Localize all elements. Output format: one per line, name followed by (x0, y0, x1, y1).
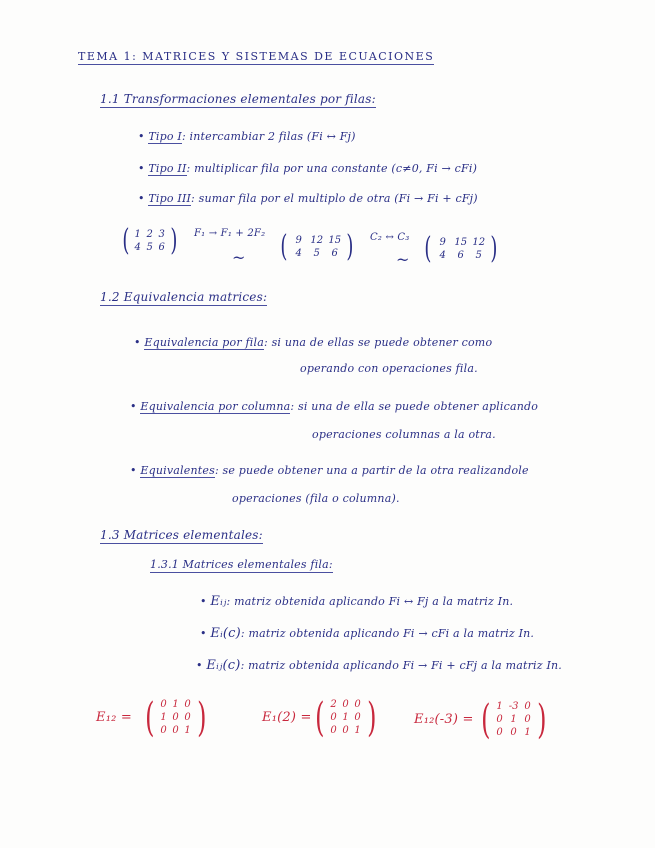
subsection-1-3-1-heading: 1.3.1 Matrices elementales fila: (150, 558, 333, 571)
matrix-cell: 1 (524, 727, 531, 738)
eij-text: : matriz obtenida aplicando Fi ↔ Fj a la matriz In. (226, 595, 514, 608)
left-paren: ( (280, 229, 288, 264)
equivalentes-label: Equivalentes (140, 464, 215, 477)
matrix-cell: 0 (172, 712, 179, 723)
matrix-cell: 0 (330, 712, 337, 723)
matrix-cell: 4 (439, 250, 446, 261)
example-e1-2-matrix (312, 694, 379, 741)
matrix-cell: 1 (172, 699, 179, 710)
matrix-cell: 0 (184, 699, 191, 710)
equiv-columna-text-line2: operaciones columnas a la otra. (312, 428, 496, 441)
matrix-cell: 5 (313, 248, 320, 259)
example-matrix-2 (278, 229, 355, 264)
left-paren: ( (122, 223, 130, 258)
column-operation: C₂ ↔ C₃ (370, 232, 410, 243)
equiv-columna-label: Equivalencia por columna (140, 400, 291, 413)
matrix-cell: 9 (439, 237, 446, 248)
tipo-3-text: : sumar fila por el multiplo de otra (Fi → Fi + cFj) (191, 192, 478, 205)
matrix-cell: 0 (160, 699, 167, 710)
left-paren: ( (481, 696, 491, 743)
matrix-cell: 4 (295, 248, 302, 259)
right-paren: ) (490, 231, 498, 266)
matrix-cell: 12 (310, 235, 324, 246)
matrix-cell: 0 (354, 699, 361, 710)
tilde-1: ~ (232, 248, 246, 267)
matrix-cell: 4 (134, 242, 141, 253)
left-paren: ( (315, 694, 325, 741)
matrix-cell: 1 (496, 701, 503, 712)
equiv-fila-item (134, 336, 492, 349)
equivalentes-text-line1: : se puede obtener una a partir de la otra realizandole (214, 464, 529, 477)
matrix-cell: 6 (457, 250, 464, 261)
section-1-2-heading: 1.2 Equivalencia matrices: (100, 290, 268, 304)
right-paren: ) (366, 694, 377, 741)
tipo-2-text: : multiplicar fila por una constante (c≠0, Fi → cFi) (186, 162, 478, 175)
matrix-cell: 0 (172, 725, 179, 736)
example-matrix-1 (120, 223, 179, 258)
matrix-cell: 6 (158, 242, 165, 253)
eij-c-text: : matriz obtenida aplicando Fi → Fi + cFj a la matriz In. (240, 659, 562, 672)
row-operation-1: F₁ → F₁ + 2F₂ (194, 228, 266, 239)
ei-c-symbol: Eᵢ(c) (210, 626, 241, 641)
page-title: TEMA 1: MATRICES Y SISTEMAS DE ECUACIONES (78, 50, 435, 63)
matrix-cell: 2 (146, 229, 153, 240)
matrix-cell: 1 (184, 725, 191, 736)
matrix-cell: 6 (331, 248, 338, 259)
equivalentes-text-line2: operaciones (fila o columna). (232, 492, 400, 505)
matrix-cell: 1 (160, 712, 167, 723)
matrix-cell: 15 (328, 235, 342, 246)
tipo-1-label: Tipo I (148, 130, 182, 143)
matrix-cell: 0 (342, 699, 349, 710)
section-1-1-heading: 1.1 Transformaciones elementales por filas: (100, 92, 376, 106)
tipo-2-label: Tipo II (148, 162, 187, 175)
tipo-1-item (138, 130, 356, 143)
ei-c-text: : matriz obtenida aplicando Fi → cFi a la matriz In. (240, 627, 535, 640)
matrix-cell: 0 (184, 712, 191, 723)
matrix-cell: 0 (496, 714, 503, 725)
example-e1-2-lhs: E₁(2) = (262, 710, 312, 725)
right-paren: ) (346, 229, 354, 264)
ei-c-item (200, 626, 534, 641)
matrix-cell: 0 (330, 725, 337, 736)
tipo-1-text: : intercambiar 2 filas (Fi ↔ Fj) (181, 130, 356, 143)
example-e12-neg3-matrix (478, 696, 549, 743)
matrix-cell: 1 (134, 229, 141, 240)
matrix-cell: 1 (354, 725, 361, 736)
matrix-cell: 0 (496, 727, 503, 738)
example-e12-neg3-lhs: E₁₂(-3) = (414, 712, 474, 727)
matrix-cell: 1 (510, 714, 517, 725)
right-paren: ) (196, 694, 207, 741)
matrix-cell: 0 (354, 712, 361, 723)
matrix-cell: 3 (158, 229, 165, 240)
matrix-cell: 0 (342, 725, 349, 736)
left-paren: ( (424, 231, 432, 266)
equiv-columna-text-line1: : si una de ella se puede obtener aplicando (290, 400, 539, 413)
example-e12-matrix (142, 694, 209, 741)
matrix-cell: 15 (454, 237, 468, 248)
equiv-columna-item (130, 400, 538, 413)
section-1-3-heading: 1.3 Matrices elementales: (100, 528, 263, 542)
matrix-cell: 0 (510, 727, 517, 738)
matrix-cell: 1 (342, 712, 349, 723)
equiv-fila-text-line1: : si una de ellas se puede obtener como (263, 336, 493, 349)
matrix-cell: -3 (508, 701, 519, 712)
tipo-2-item (138, 162, 477, 175)
right-paren: ) (170, 223, 178, 258)
matrix-cell: 9 (295, 235, 302, 246)
example-matrix-3 (422, 231, 499, 266)
equivalentes-item (130, 464, 529, 477)
tipo-3-item (138, 192, 478, 205)
matrix-cell: 0 (524, 701, 531, 712)
matrix-cell: 0 (160, 725, 167, 736)
eij-symbol: Eᵢⱼ (210, 594, 227, 609)
eij-c-item (196, 658, 562, 673)
equiv-fila-text-line2: operando con operaciones fila. (300, 362, 478, 375)
matrix-cell: 5 (146, 242, 153, 253)
tilde-2: ~ (396, 250, 410, 269)
right-paren: ) (536, 696, 547, 743)
left-paren: ( (145, 694, 155, 741)
matrix-cell: 2 (330, 699, 337, 710)
eij-item (200, 594, 513, 609)
matrix-cell: 5 (475, 250, 482, 261)
equiv-fila-label: Equivalencia por fila (144, 336, 264, 349)
matrix-cell: 0 (524, 714, 531, 725)
eij-c-symbol: Eᵢⱼ(c) (206, 658, 241, 673)
example-e12-lhs: E₁₂ = (96, 710, 132, 725)
matrix-cell: 12 (472, 237, 486, 248)
tipo-3-label: Tipo III (148, 192, 192, 205)
